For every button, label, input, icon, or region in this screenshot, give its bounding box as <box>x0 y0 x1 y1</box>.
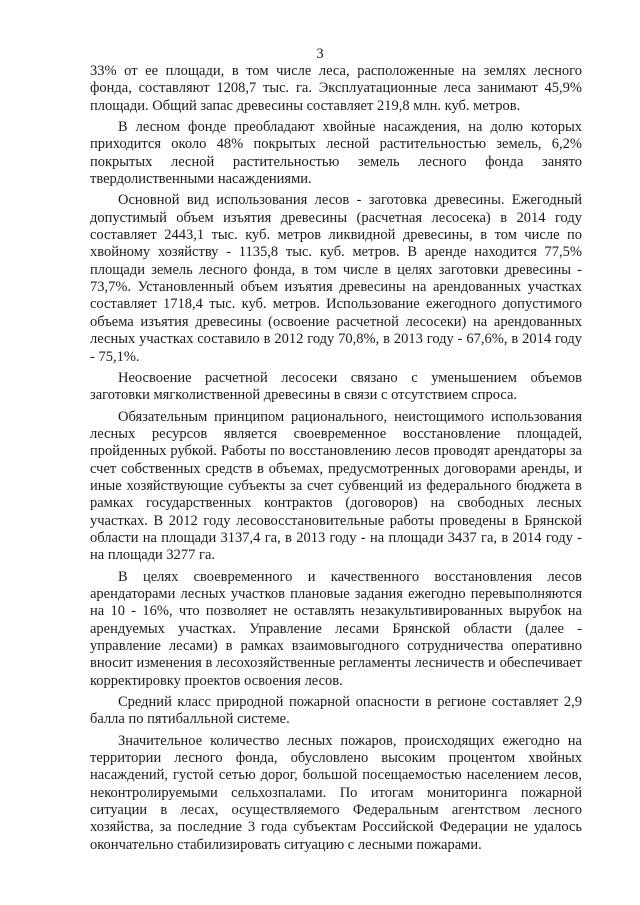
paragraph-timber-harvesting: Основной вид использования лесов - заготовка древесины. Ежегодный допустимый объем изъятия древесины (расчетная лесосека) в 2014 году составляет 2443,1 тыс. куб. метров ликвидной древесины, в том числе по хвойному хозяйству - 1135,8 тыс. куб. метров. В аренде находится 77,5% площади земель лесного фонда, в том числе в целях заготовки древесины - 73,7%. Установленный объем изъятия древесины на арендованных участках составляет 1718,4 тыс. куб. метров. Использование ежегодного допустимого объема изъятия древесины (освоение расчетной лесосеки) на арендованных лесных участках составило в 2012 году 70,8%, в 2013 году - 67,6%, в 2014 году - 75,1%. <box>90 192 582 365</box>
paragraph-fire-hazard-class: Средний класс природной пожарной опасности в регионе составляет 2,9 балла по пятибалльной системе. <box>90 694 582 728</box>
paragraph-coniferous-stands: В лесном фонде преобладают хвойные насаждения, на долю которых приходится около 48% покрытых лесной растительностью земель, 6,2% покрытых лесной растительностью земель лесного фонда занято твердолиственными насаждениями. <box>90 119 582 188</box>
paragraph-cutting-area-underuse: Неосвоение расчетной лесосеки связано с уменьшением объемов заготовки мягколиственной древесины в связи с отсутствием спроса. <box>90 369 582 404</box>
paragraph-forest-fires: Значительное количество лесных пожаров, происходящих ежегодно на территории лесного фонда, обусловлено высоким процентом хвойных насаждений, густой сетью дорог, большой посещаемостью населением лесов, неконтролируемыми сельхозпалами. По итогам мониторинга пожарной ситуации в лесах, осуществляемого Федеральным агентством лесного хозяйства, за последние 3 года субъектам Российской Федерации не удалось окончательно стабилизировать ситуацию с лесными пожарами. <box>90 732 582 853</box>
page-number: 3 <box>316 46 324 62</box>
paragraph-continuation: 33% от ее площади, в том числе леса, расположенные на землях лесного фонда, составляют 1208,7 тыс. га. Эксплуатационные леса занимают 45,9% площади. Общий запас древесины составляет 219,8 млн. куб. метров. <box>90 63 582 114</box>
paragraph-forest-restoration: Обязательным принципом рационального, неистощимого использования лесных ресурсов является своевременное восстановление площадей, пройденных рубкой. Работы по восстановлению лесов проводят арендаторы за счет собственных средств в объемах, предусмотренных договорами аренды, и иные хозяйствующие субъекты за счет субвенций из федерального бюджета в рамках государственных контрактов (договоров) на свободных лесных участках. В 2012 году лесовосстановительные работы проведены в Брянской области на площади 3137,4 га, в 2013 году - на площади 3437 га, в 2014 году - на площади 3277 га. <box>90 408 582 564</box>
document-body <box>90 63 582 858</box>
paragraph-tenants-planning: В целях своевременного и качественного восстановления лесов арендаторами лесных участков плановые задания ежегодно перевыполняются на 10 - 16%, что позволяет не оставлять незакультивированных вырубок на арендуемых участках. Управление лесами Брянской области (далее - управление лесами) в рамках взаимовыгодного сотрудничества оперативно вносит изменения в лесохозяйственные регламенты лесничеств и обеспечивает корректировку проектов освоения лесов. <box>90 568 582 689</box>
